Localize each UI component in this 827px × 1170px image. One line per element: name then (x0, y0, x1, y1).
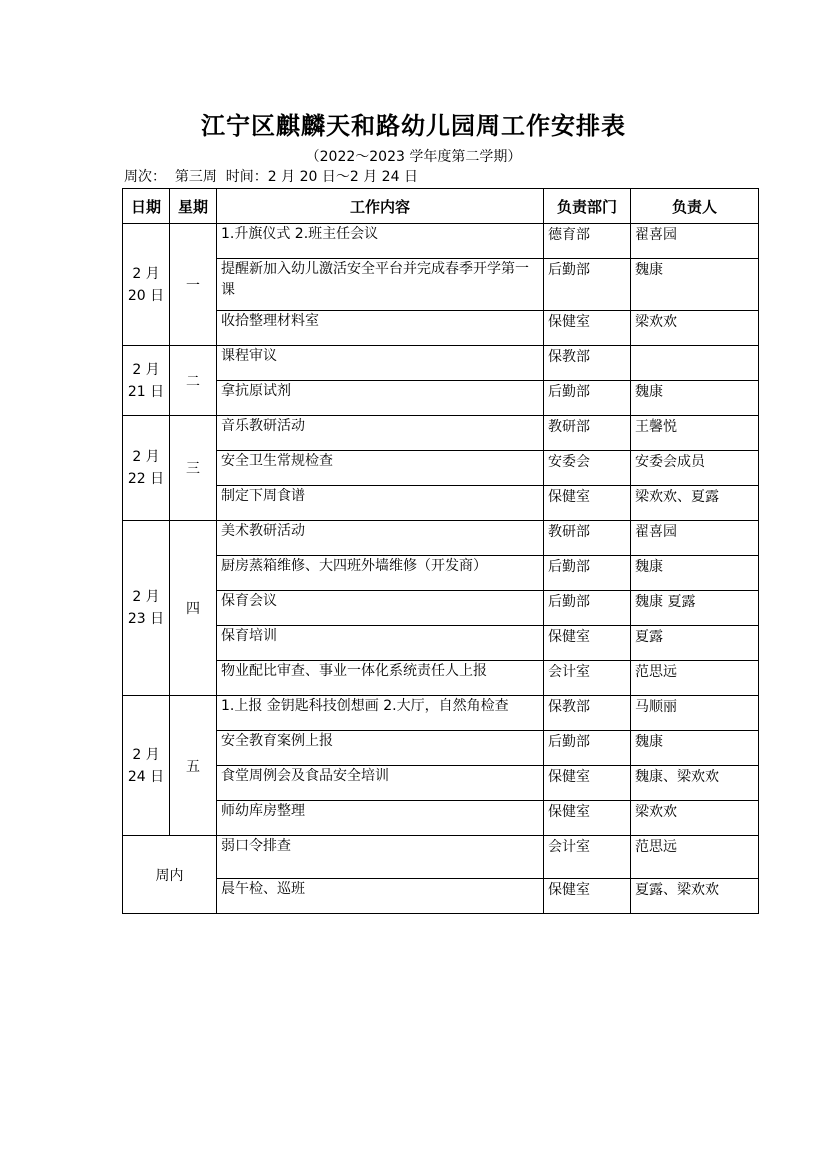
schedule-row (123, 224, 759, 259)
schedule-row (123, 556, 759, 591)
schedule-row (123, 766, 759, 801)
task-content: 音乐教研活动 (217, 416, 544, 451)
task-dept: 保健室 (544, 311, 631, 346)
task-owner: 范思远 (631, 836, 759, 879)
task-dept: 保教部 (544, 346, 631, 381)
task-owner: 梁欢欢、夏露 (631, 486, 759, 521)
schedule-row (123, 416, 759, 451)
task-owner: 夏露 (631, 626, 759, 661)
week-info: 周次： 第三周 时间：2 月 20 日～2 月 24 日 (124, 169, 418, 185)
task-dept: 会计室 (544, 836, 631, 879)
weekly-row (123, 836, 759, 879)
task-dept: 会计室 (544, 661, 631, 696)
schedule-row (123, 451, 759, 486)
schedule-row (123, 731, 759, 766)
schedule-row (123, 661, 759, 696)
task-dept: 教研部 (544, 521, 631, 556)
schedule-row (123, 801, 759, 836)
task-dept: 后勤部 (544, 556, 631, 591)
day-date: 2 月 24 日 (123, 696, 170, 836)
task-dept: 安委会 (544, 451, 631, 486)
task-content: 食堂周例会及食品安全培训 (217, 766, 544, 801)
task-content: 晨午检、巡班 (217, 879, 544, 914)
task-dept: 后勤部 (544, 381, 631, 416)
task-owner: 魏康 (631, 731, 759, 766)
day-date: 2 月 23 日 (123, 521, 170, 696)
task-dept: 后勤部 (544, 591, 631, 626)
task-content: 制定下周食谱 (217, 486, 544, 521)
day-date: 2 月 20 日 (123, 224, 170, 346)
task-dept: 保健室 (544, 766, 631, 801)
page-subtitle: （2022～2023 学年度第二学期） (305, 149, 522, 165)
day-weekday: 四 (170, 521, 217, 696)
weekly-row (123, 879, 759, 914)
task-dept: 后勤部 (544, 259, 631, 311)
task-owner: 魏康 (631, 259, 759, 311)
schedule-row (123, 346, 759, 381)
page-title: 江宁区麒麟天和路幼儿园周工作安排表 (201, 111, 626, 140)
task-content: 师幼库房整理 (217, 801, 544, 836)
task-owner: 马顺丽 (631, 696, 759, 731)
task-content: 课程审议 (217, 346, 544, 381)
schedule-row (123, 591, 759, 626)
task-content: 物业配比审查、事业一体化系统责任人上报 (217, 661, 544, 696)
task-owner (631, 346, 759, 381)
task-content: 安全卫生常规检查 (217, 451, 544, 486)
day-weekday: 五 (170, 696, 217, 836)
task-content: 拿抗原试剂 (217, 381, 544, 416)
task-owner: 范思远 (631, 661, 759, 696)
task-owner: 王馨悦 (631, 416, 759, 451)
task-owner: 梁欢欢 (631, 801, 759, 836)
task-dept: 保健室 (544, 879, 631, 914)
task-owner: 魏康 (631, 556, 759, 591)
day-weekday: 一 (170, 224, 217, 346)
weekly-label: 周内 (123, 836, 217, 914)
task-content: 提醒新加入幼儿激活安全平台并完成春季开学第一课 (217, 259, 544, 311)
task-owner: 夏露、梁欢欢 (631, 879, 759, 914)
task-content: 收拾整理材料室 (217, 311, 544, 346)
schedule-row (123, 259, 759, 311)
schedule-table (122, 188, 759, 914)
task-content: 厨房蒸箱维修、大四班外墙维修（开发商） (217, 556, 544, 591)
header-date: 日期 (123, 189, 170, 224)
header-owner: 负责人 (631, 189, 759, 224)
task-owner: 安委会成员 (631, 451, 759, 486)
header-row (123, 189, 759, 224)
header-weekday: 星期 (170, 189, 217, 224)
task-owner: 魏康、梁欢欢 (631, 766, 759, 801)
task-dept: 保健室 (544, 486, 631, 521)
schedule-row (123, 381, 759, 416)
task-owner: 魏康 夏露 (631, 591, 759, 626)
task-content: 弱口令排查 (217, 836, 544, 879)
task-content: 保育会议 (217, 591, 544, 626)
schedule-body (123, 224, 759, 914)
schedule-row (123, 626, 759, 661)
task-content: 1.上报 金钥匙科技创想画 2.大厅，自然角检查 (217, 696, 544, 731)
day-date: 2 月 21 日 (123, 346, 170, 416)
header-content: 工作内容 (217, 189, 544, 224)
task-dept: 后勤部 (544, 731, 631, 766)
task-content: 1.升旗仪式 2.班主任会议 (217, 224, 544, 259)
schedule-row (123, 696, 759, 731)
task-dept: 保健室 (544, 801, 631, 836)
day-date: 2 月 22 日 (123, 416, 170, 521)
task-dept: 德育部 (544, 224, 631, 259)
schedule-row (123, 486, 759, 521)
header-dept: 负责部门 (544, 189, 631, 224)
task-dept: 保健室 (544, 626, 631, 661)
task-dept: 保教部 (544, 696, 631, 731)
task-content: 安全教育案例上报 (217, 731, 544, 766)
task-content: 美术教研活动 (217, 521, 544, 556)
schedule-row (123, 521, 759, 556)
task-owner: 翟喜园 (631, 224, 759, 259)
day-weekday: 三 (170, 416, 217, 521)
day-weekday: 二 (170, 346, 217, 416)
task-dept: 教研部 (544, 416, 631, 451)
task-owner: 翟喜园 (631, 521, 759, 556)
task-content: 保育培训 (217, 626, 544, 661)
task-owner: 梁欢欢 (631, 311, 759, 346)
task-owner: 魏康 (631, 381, 759, 416)
schedule-row (123, 311, 759, 346)
